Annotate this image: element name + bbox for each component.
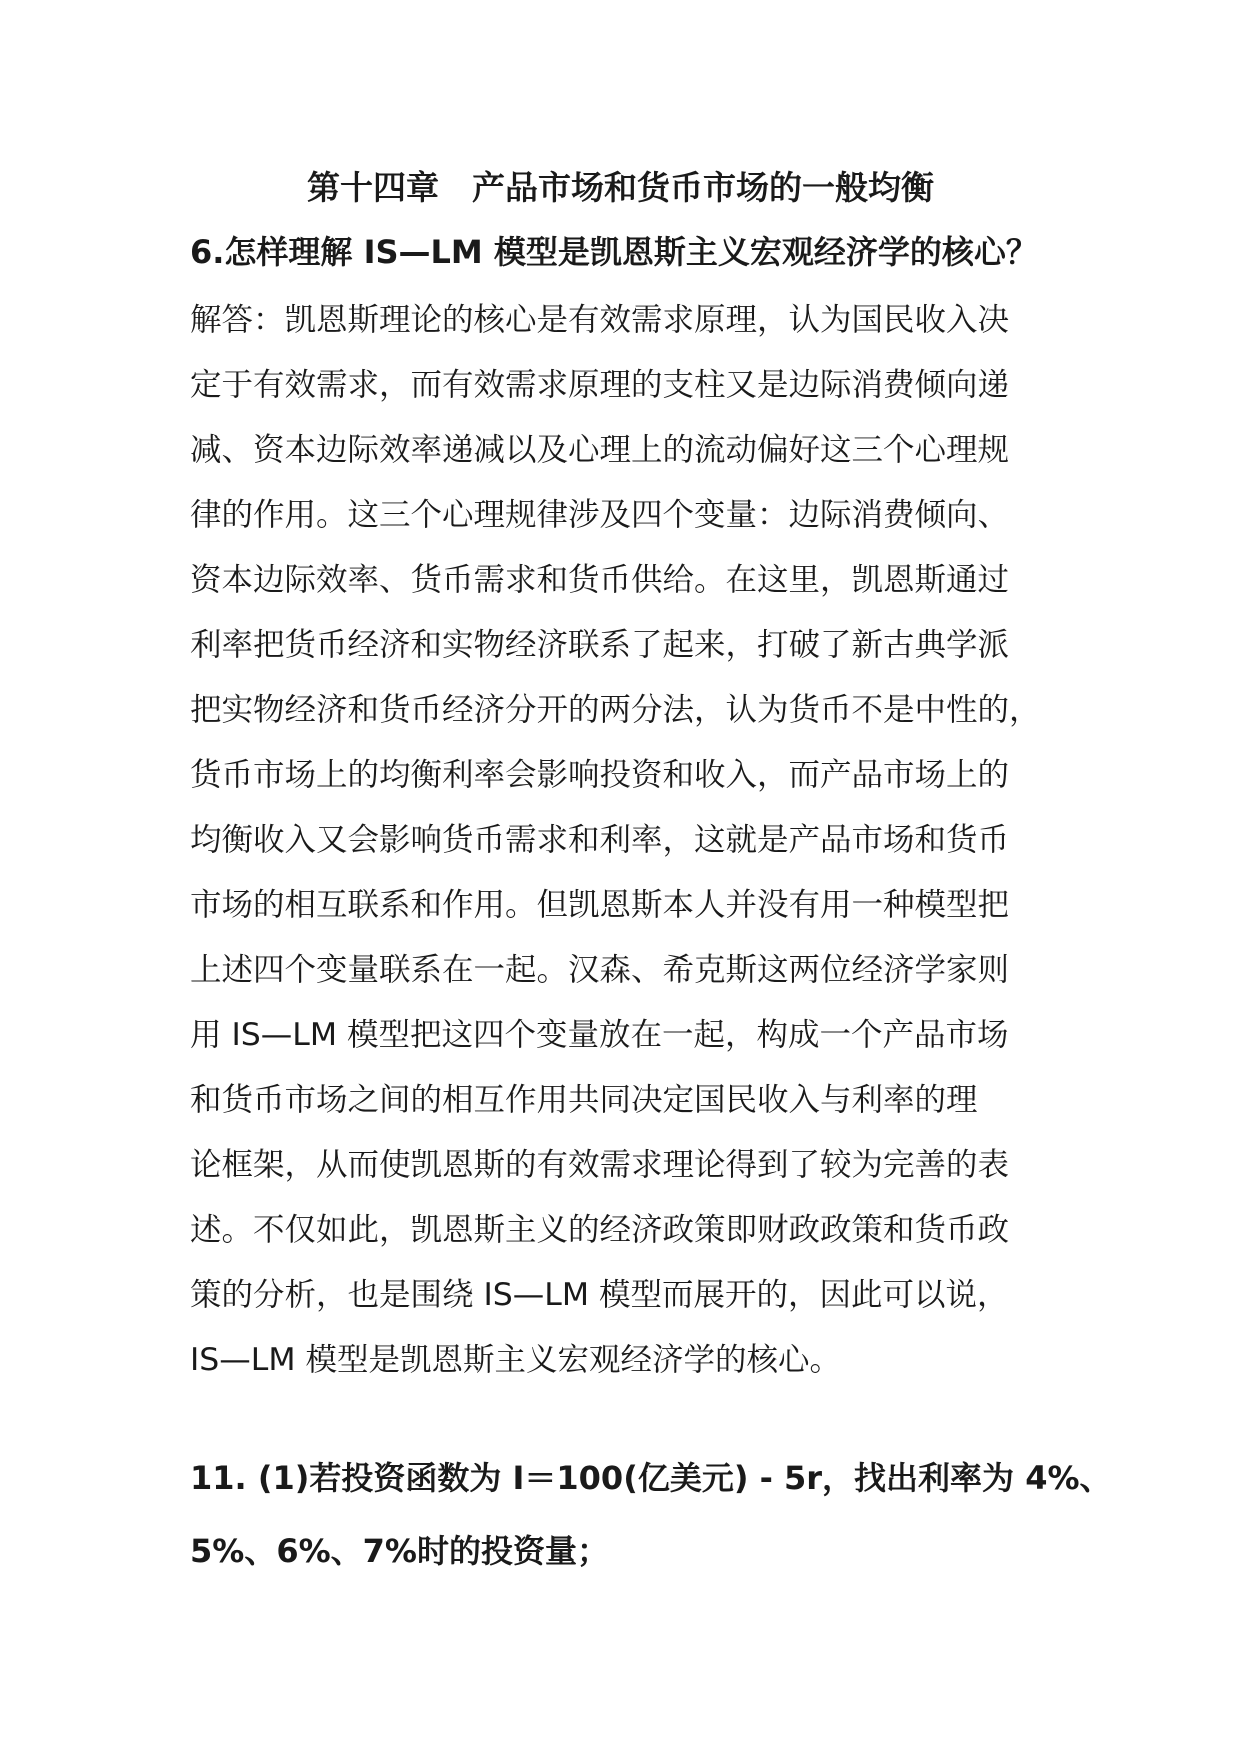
answer-line: 策的分析，也是围绕 IS—LM 模型而展开的，因此可以说，: [190, 1277, 1009, 1313]
answer-line: 解答：凯恩斯理论的核心是有效需求原理，认为国民收入决: [190, 302, 1010, 338]
question-11-line: 5%、6%、7%时的投资量；: [190, 1532, 609, 1570]
question-11: [190, 1442, 1110, 1588]
answer-line: 把实物经济和货币经济分开的两分法，认为货币不是中性的，: [190, 692, 1041, 728]
answer-line: 资本边际效率、货币需求和货币供给。在这里，凯恩斯通过: [190, 562, 1010, 598]
answer-line: 和货币市场之间的相互作用共同决定国民收入与利率的理: [190, 1082, 978, 1118]
answer-line: 上述四个变量联系在一起。汉森、希克斯这两位经济学家则: [190, 952, 1010, 988]
question-11-line: 11. (1)若投资函数为 I＝100(亿美元) - 5r，找出利率为 4%、: [190, 1459, 1112, 1497]
answer-line: 律的作用。这三个心理规律涉及四个变量：边际消费倾向、: [190, 497, 1010, 533]
question-6: 6.怎样理解 IS—LM 模型是凯恩斯主义宏观经济学的核心？: [190, 233, 1038, 271]
answer-6: [190, 288, 1070, 1393]
chapter-title: 第十四章 产品市场和货币市场的一般均衡: [307, 168, 934, 207]
answer-line: 均衡收入又会影响货币需求和利率，这就是产品市场和货币: [190, 822, 1010, 858]
answer-line: 货币市场上的均衡利率会影响投资和收入，而产品市场上的: [190, 757, 1010, 793]
answer-line: 定于有效需求，而有效需求原理的支柱又是边际消费倾向递: [190, 367, 1010, 403]
answer-line: 论框架，从而使凯恩斯的有效需求理论得到了较为完善的表: [190, 1147, 1010, 1183]
answer-line: IS—LM 模型是凯恩斯主义宏观经济学的核心。: [190, 1342, 842, 1378]
answer-line: 述。不仅如此，凯恩斯主义的经济政策即财政政策和货币政: [190, 1212, 1010, 1248]
answer-line: 减、资本边际效率递减以及心理上的流动偏好这三个心理规: [190, 432, 1010, 468]
answer-line: 利率把货币经济和实物经济联系了起来，打破了新古典学派: [190, 627, 1010, 663]
answer-line: 用 IS—LM 模型把这四个变量放在一起，构成一个产品市场: [190, 1017, 1009, 1053]
answer-line: 市场的相互联系和作用。但凯恩斯本人并没有用一种模型把: [190, 887, 1010, 923]
